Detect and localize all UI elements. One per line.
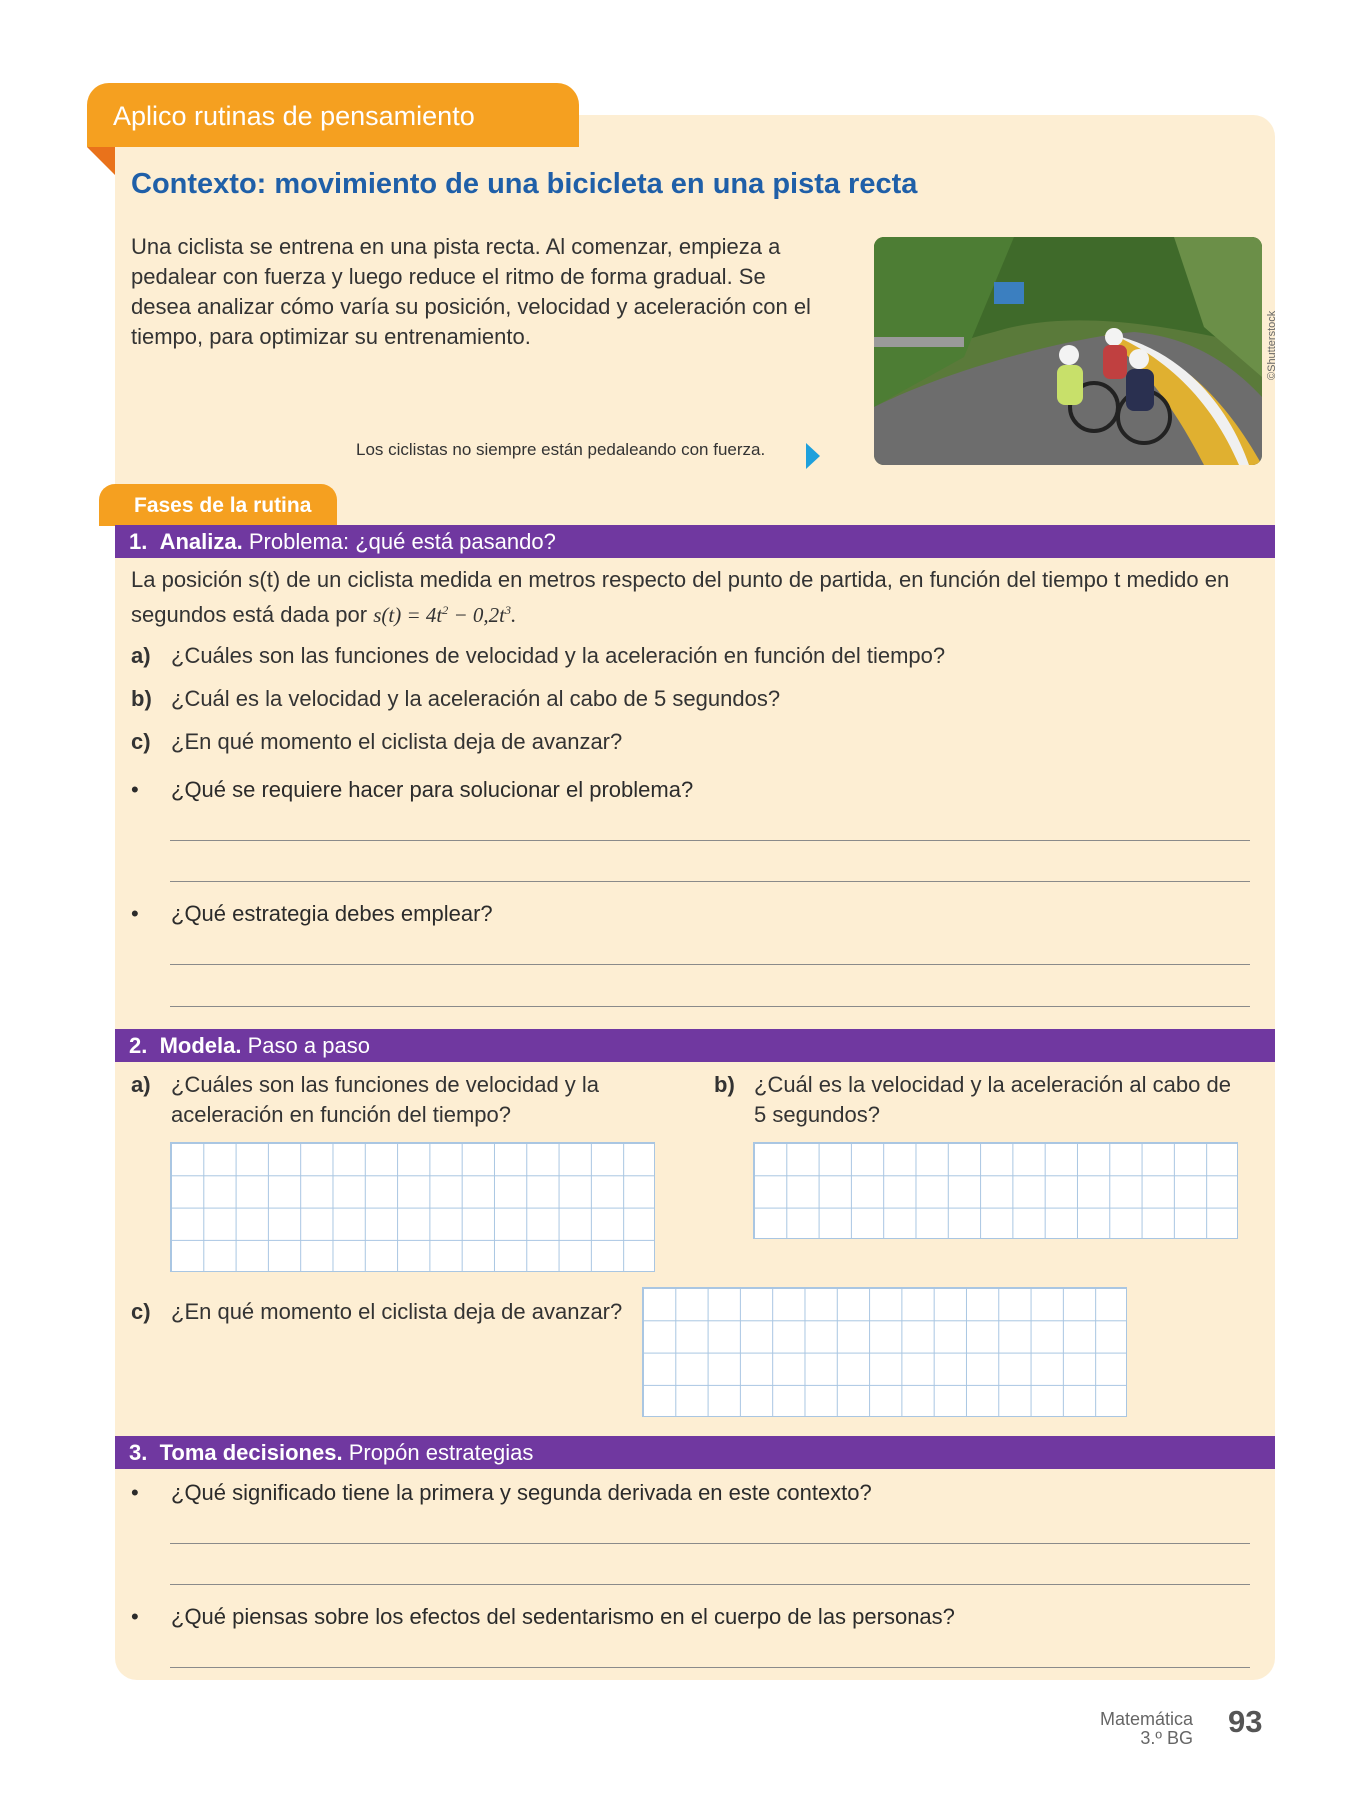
bullet-dot: • [131,1604,139,1629]
question-text: ¿Cuál es la velocidad y la aceleración al cabo de 5 segundos? [171,686,781,711]
equation-end: . [510,603,517,627]
question-label: b) [714,1072,735,1097]
section-1-header [115,525,1275,558]
answer-grid-a[interactable] [170,1142,655,1272]
question-text-line2: 5 segundos? [754,1102,880,1127]
question-label: c) [131,729,151,754]
question-text: ¿Cuáles son las funciones de velocidad y la aceleración en función del tiempo? [171,643,946,668]
equation-exponent-2: 3 [504,603,511,617]
section-3-number: 3. [129,1440,148,1465]
intro-text: Una ciclista se entrena en una pista recta. Al comenzar, empieza a pedalear con fuerza y luego reduce el ritmo de forma gradual. Se desea analizar cómo varía su posición, velocidad y aceleración con el tiempo, para optimizar su entrenamiento. [131,234,811,349]
answer-grid-c[interactable] [642,1287,1127,1417]
section-3-title-rest: Propón estrategias [342,1440,534,1465]
photo-caption: Los ciclistas no siempre están pedaleando con fuerza. [356,440,766,459]
answer-line[interactable] [170,1006,1250,1007]
section-3-title-bold: Toma decisiones. [159,1440,343,1465]
section-2-title-bold: Modela. [159,1033,242,1058]
answer-grid-b[interactable] [753,1142,1238,1239]
photo-credit: ©Shutterstock [1266,310,1278,380]
bullet-text: ¿Qué estrategia debes emplear? [171,901,493,926]
footer-subject [1100,1710,1193,1748]
routine-tab: Aplico rutinas de pensamiento [87,83,579,147]
bullet-dot: • [131,901,139,926]
question-label: b) [131,686,152,711]
question-label: a) [131,1072,151,1097]
question-text-line1: ¿Cuál es la velocidad y la aceleración al cabo de [754,1072,1231,1097]
equation-middle: − 0,2t [448,603,505,627]
question-text-line2: aceleración en función del tiempo? [171,1102,512,1127]
tab-fold [87,147,115,175]
page-number: 93 [1228,1704,1263,1739]
context-title: Contexto: movimiento de una bicicleta en una pista recta [131,168,918,200]
question-label: c) [131,1299,151,1324]
position-equation [373,603,516,627]
section-3-header [115,1436,1275,1469]
answer-line[interactable] [170,1667,1250,1668]
section-2-title-rest: Paso a paso [241,1033,370,1058]
section-2-header [115,1029,1275,1062]
bullet-dot: • [131,1480,139,1505]
question-text: ¿En qué momento el ciclista deja de avanzar? [171,1299,623,1324]
answer-line[interactable] [170,964,1250,965]
equation-exponent-1: 2 [442,603,449,617]
answer-line[interactable] [170,1584,1250,1585]
answer-line[interactable] [170,1543,1250,1544]
question-text: ¿En qué momento el ciclista deja de avanzar? [171,729,623,754]
equation-lhs: s(t) = 4t [373,603,443,627]
answer-line[interactable] [170,840,1250,841]
cyclists-photo [874,237,1262,465]
subject-name: Matemática [1099,1709,1193,1729]
problem-statement [131,565,1271,630]
problem-paragraph: La posición s(t) de un ciclista medida en metros respecto del punto de partida, en función del tiempo t medido en segundos está dada por [131,567,1230,627]
answer-line[interactable] [170,881,1250,882]
cyclists-photo-illustration [874,237,1262,465]
section-1-title-bold: Analiza. [159,529,243,554]
question-text-line1: ¿Cuáles son las funciones de velocidad y la [171,1072,600,1097]
section-1-title-rest: Problema: ¿qué está pasando? [242,529,556,554]
bullet-text: ¿Qué piensas sobre los efectos del sedentarismo en el cuerpo de las personas? [171,1604,955,1629]
question-label: a) [131,643,151,668]
grade-level: 3.º BG [1140,1728,1193,1748]
bullet-text: ¿Qué significado tiene la primera y segunda derivada en este contexto? [171,1480,872,1505]
caption-arrow-icon [806,443,820,469]
phases-tab: Fases de la rutina [99,484,337,526]
section-2-number: 2. [129,1033,148,1058]
bullet-dot: • [131,777,139,802]
bullet-text: ¿Qué se requiere hacer para solucionar el problema? [171,777,694,802]
section-1-number: 1. [129,529,148,554]
